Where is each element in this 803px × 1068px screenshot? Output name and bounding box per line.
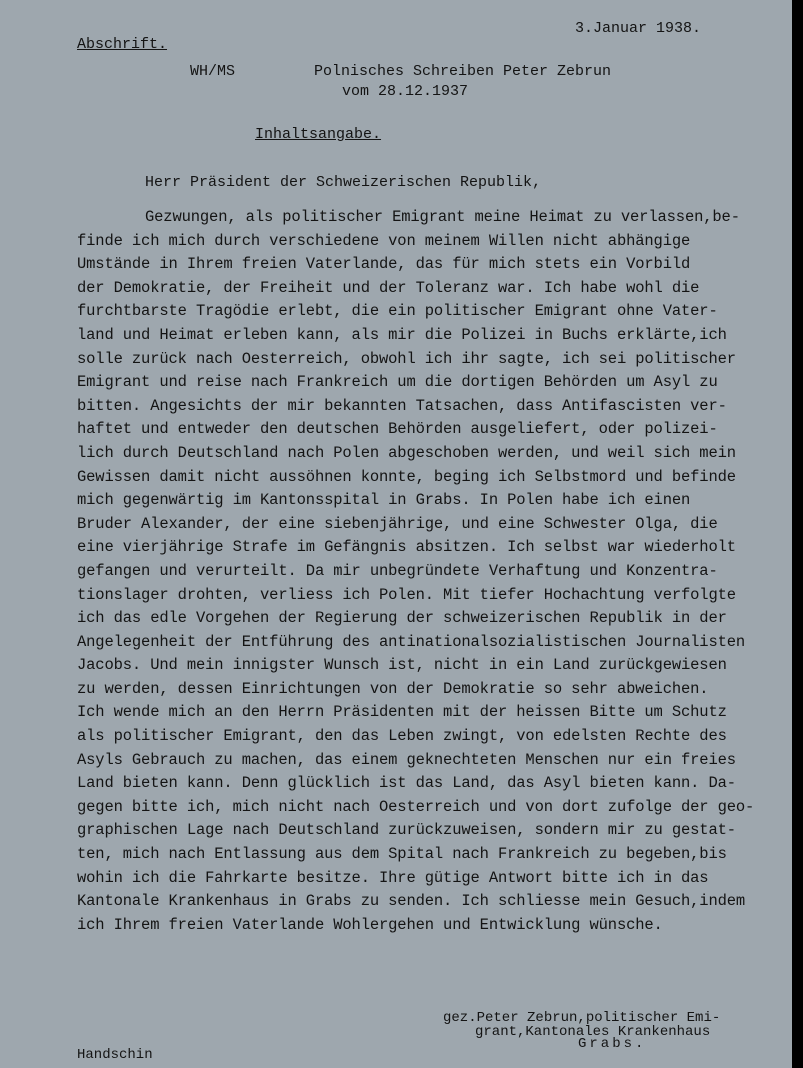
body-line: tionslager drohten, verliess ich Polen. Mit tiefer Hochachtung verfolgte [77,585,736,604]
letter-body [77,206,792,937]
body-line: Emigrant und reise nach Frankreich um die dortigen Behörden um Asyl zu [77,373,718,392]
body-line: haftet und entweder den deutschen Behörden ausgeliefert, oder polizei- [77,420,718,439]
copy-label: Abschrift. [77,36,168,53]
body-line: mich gegenwärtig im Kantonsspital in Grabs. In Polen habe ich einen [77,491,691,510]
body-line: Bruder Alexander, der eine siebenjährige, und eine Schwester Olga, die [77,514,718,533]
body-line: eine vierjährige Strafe im Gefängnis absitzen. Ich selbst war wiederholt [77,538,736,557]
body-line: solle zurück nach Oesterreich, obwohl ich ihr sagte, ich sei politischer [77,349,736,368]
body-line: graphischen Lage nach Deutschland zurückzuweisen, sondern mir zu gestat- [77,821,736,840]
body-line: Umstände in Ihrem freien Vaterlande, das für mich stets ein Vorbild [77,255,691,274]
body-line: als politischer Emigrant, den das Leben zwingt, von edelsten Rechte des [77,727,727,746]
body-line: Kantonale Krankenhaus in Grabs zu senden. Ich schliesse mein Gesuch,indem [77,892,746,911]
signature-line: gez.Peter Zebrun,politischer Emi- [443,1010,721,1026]
body-line: wohin ich die Fahrkarte besitze. Ihre gütige Antwort bitte ich in das [77,868,709,887]
body-line: ich Ihrem freien Vaterlande Wohlergehen und Entwicklung wünsche. [77,915,663,934]
body-line: zu werden, dessen Einrichtungen von der Demokratie so sehr abweichen. [77,679,709,698]
content-heading: Inhaltsangabe. [255,126,382,143]
footer-name: Handschin [77,1047,153,1063]
body-line: der Demokratie, der Freiheit und der Toleranz war. Ich habe wohl die [77,278,700,297]
body-line: bitten. Angesichts der mir bekannten Tatsachen, dass Antifascisten ver- [77,396,727,415]
reference-initials: WH/MS [190,63,236,80]
document-date: 3.Januar 1938. [575,20,702,37]
signature-line: Grabs. [578,1036,647,1052]
body-line: Ich wende mich an den Herrn Präsidenten mit der heissen Bitte um Schutz [77,703,727,722]
body-line: ich das edle Vorgehen der Regierung der schweizerischen Republik in der [77,609,727,628]
body-line: Gezwungen, als politischer Emigrant meine Heimat zu verlassen,be- [145,208,740,226]
body-line: lich durch Deutschland nach Polen abgeschoben werden, und weil sich mein [77,443,736,462]
salutation: Herr Präsident der Schweizerischen Republik, [145,174,542,191]
body-line: ten, mich nach Entlassung aus dem Spital nach Frankreich zu begeben,bis [77,845,727,864]
signature-line: grant,Kantonales Krankenhaus [475,1024,711,1040]
body-line: land und Heimat erleben kann, als mir die Polizei in Buchs erklärte,ich [77,325,727,344]
body-line: gefangen und verurteilt. Da mir unbegründete Verhaftung und Konzentra- [77,561,718,580]
body-line: Jacobs. Und mein innigster Wunsch ist, nicht in ein Land zurückgewiesen [77,656,727,675]
subject-date: vom 28.12.1937 [342,83,469,100]
body-line: gegen bitte ich, mich nicht nach Oesterreich und von dort zufolge der geo- [77,797,755,816]
body-line: Angelegenheit der Entführung des antinationalsozialistischen Journalisten [77,632,746,651]
subject-line: Polnisches Schreiben Peter Zebrun [314,63,612,80]
body-line: Asyls Gebrauch zu machen, das einem geknechteten Menschen nur ein freies [77,750,736,769]
body-line: furchtbarste Tragödie erlebt, die ein politischer Emigrant ohne Vater- [77,302,718,321]
body-line: finde ich mich durch verschiedene von meinem Willen nicht abhängige [77,231,691,250]
body-line: Land bieten kann. Denn glücklich ist das Land, das Asyl bieten kann. Da- [77,774,736,793]
body-line: Gewissen damit nicht aussöhnen konnte, beging ich Selbstmord und befinde [77,467,736,486]
